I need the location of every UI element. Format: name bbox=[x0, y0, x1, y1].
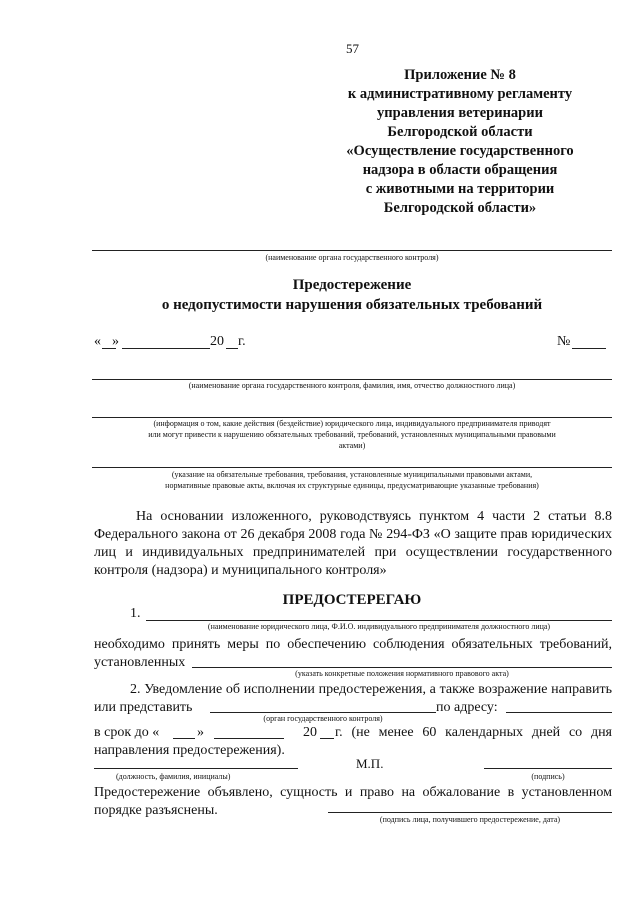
basis-line: Федерального закона от 26 декабря 2008 года № 294-ФЗ «О защите прав юридических bbox=[94, 527, 612, 542]
announce-line: Предостережение объявлено, сущность и право на обжалование в установленном bbox=[94, 785, 612, 800]
official-caption: (наименование органа государственного контроля, фамилия, имя, отчество должностного лица) bbox=[188, 381, 516, 390]
item2-authority-field[interactable] bbox=[210, 712, 436, 713]
signature-caption: (подпись) bbox=[531, 772, 565, 781]
warn-heading: ПРЕДОСТЕРЕГАЮ bbox=[282, 592, 422, 608]
item2-line: 2. Уведомление об исполнении предостережения, а также возражение направить bbox=[130, 682, 612, 697]
date-year-prefix: 20 bbox=[210, 334, 224, 349]
actions-caption-2: или могут привести к нарушению обязательных требований, требований, установленных муниципальными правовыми bbox=[148, 430, 556, 439]
requirements-caption-1: (указание на обязательные требования, требования, установленные муниципальными правовыми актами, bbox=[171, 470, 533, 479]
requirements-line[interactable] bbox=[92, 467, 612, 468]
item1-line: необходимо принять меры по обеспечению соблюдения обязательных требований, bbox=[94, 637, 612, 652]
item1-provisions-field[interactable] bbox=[192, 667, 612, 668]
item1-number: 1. bbox=[130, 606, 141, 621]
item1-line: установленных bbox=[94, 655, 186, 670]
item2-deadline-close-quote: » bbox=[197, 725, 204, 740]
appendix-line: с животными на территории bbox=[365, 181, 555, 197]
stamp-label: М.П. bbox=[356, 756, 384, 771]
item2-deadline-rest: г. (не менее 60 календарных дней со дня bbox=[335, 725, 612, 740]
control-body-caption: (наименование органа государственного контроля) bbox=[265, 253, 439, 262]
number-field[interactable] bbox=[572, 348, 606, 349]
item2-line: направления предостережения). bbox=[94, 743, 285, 758]
item2-deadline-day-field[interactable] bbox=[173, 738, 195, 739]
date-year-suffix: г. bbox=[238, 334, 246, 349]
item2-line2-prefix: или представить bbox=[94, 700, 193, 715]
actions-caption-3: актами) bbox=[338, 441, 366, 450]
appendix-line: Белгородской области bbox=[387, 124, 533, 140]
item1-entity-field[interactable] bbox=[146, 620, 612, 621]
date-month-field[interactable] bbox=[122, 348, 210, 349]
actions-line[interactable] bbox=[92, 417, 612, 418]
item2-deadline-year: 20 bbox=[303, 725, 317, 740]
item2-deadline-year-field[interactable] bbox=[320, 738, 334, 739]
appendix-line: Приложение № 8 bbox=[404, 67, 516, 83]
item1-entity-caption: (наименование юридического лица, Ф.И.О. индивидуального предпринимателя должностного лица) bbox=[207, 622, 551, 631]
position-field[interactable] bbox=[94, 768, 298, 769]
appendix-line: управления ветеринарии bbox=[377, 105, 543, 121]
official-line[interactable] bbox=[92, 379, 612, 380]
basis-line: лиц и индивидуальных предпринимателей при осуществлении государственного bbox=[94, 545, 612, 560]
appendix-line: надзора в области обращения bbox=[362, 162, 558, 178]
item2-authority-caption: (орган государственного контроля) bbox=[263, 714, 383, 723]
doc-subtitle: о недопустимости нарушения обязательных требований bbox=[161, 297, 543, 313]
actions-caption-1: (информация о том, какие действия (бездействие) юридического лица, индивидуального предпринимателя приводят bbox=[153, 419, 551, 428]
announce-line: порядке разъяснены. bbox=[94, 803, 218, 818]
item1-provisions-caption: (указать конкретные положения нормативного правового акта) bbox=[295, 669, 509, 678]
basis-line: контроля (надзора) и муниципального контроля» bbox=[94, 563, 387, 578]
basis-line: На основании изложенного, руководствуясь пунктом 4 части 2 статьи 8.8 bbox=[136, 509, 612, 524]
page-number: 57 bbox=[346, 41, 359, 56]
date-open-quote: « bbox=[94, 334, 101, 349]
item2-line2-suffix: по адресу: bbox=[436, 700, 498, 715]
position-caption: (должность, фамилия, инициалы) bbox=[116, 772, 231, 781]
appendix-line: Белгородской области» bbox=[383, 200, 537, 216]
appendix-line: «Осуществление государственного bbox=[346, 143, 574, 159]
requirements-caption-2: нормативные правовые акты, включая их структурные единицы, предусматривающие указанные требования) bbox=[165, 481, 539, 490]
number-sign: № bbox=[557, 334, 571, 349]
appendix-line: к административному регламенту bbox=[347, 86, 573, 102]
date-close-quote: » bbox=[112, 334, 119, 349]
item2-address-field[interactable] bbox=[506, 712, 612, 713]
date-year-field[interactable] bbox=[226, 348, 238, 349]
item2-deadline-prefix: в срок до « bbox=[94, 725, 160, 740]
control-body-line[interactable] bbox=[92, 250, 612, 251]
item2-deadline-month-field[interactable] bbox=[214, 738, 284, 739]
receiver-caption: (подпись лица, получившего предостережение, дата) bbox=[379, 815, 561, 824]
doc-title: Предостережение bbox=[292, 277, 412, 293]
receiver-signature-field[interactable] bbox=[328, 812, 612, 813]
signature-field[interactable] bbox=[484, 768, 612, 769]
